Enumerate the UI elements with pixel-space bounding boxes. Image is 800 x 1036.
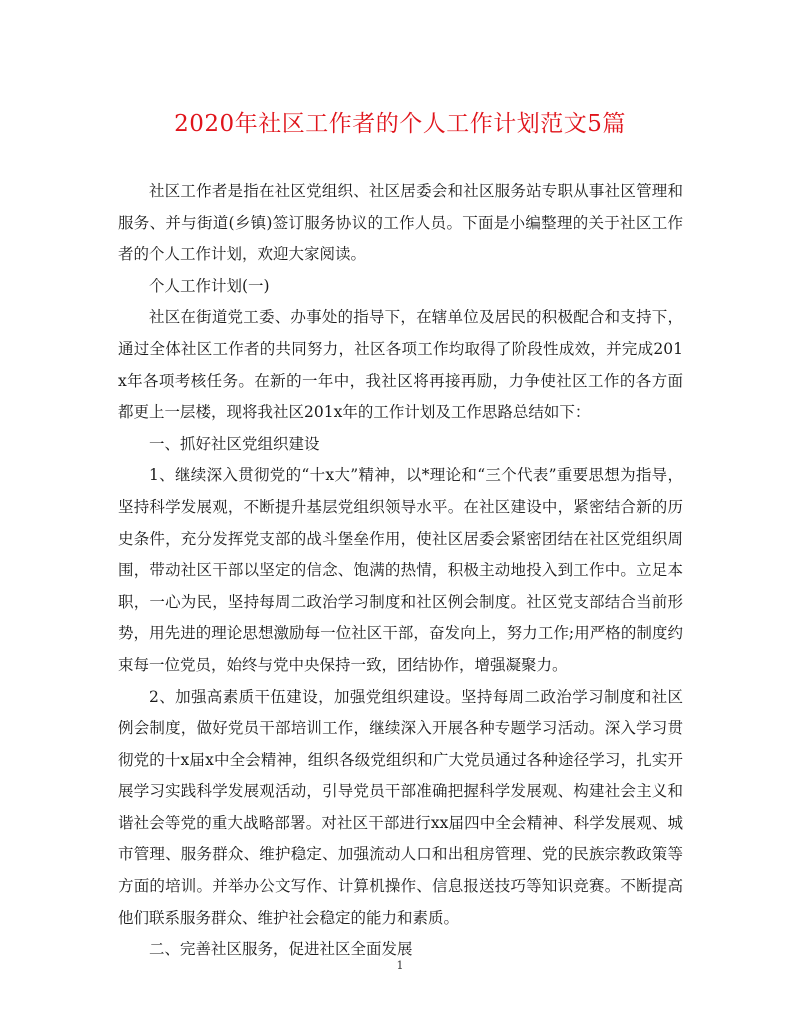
document-body bbox=[118, 176, 683, 966]
document-title: 2020年社区工作者的个人工作计划范文5篇 bbox=[174, 111, 626, 137]
section-heading-plan-1: 个人工作计划(一) bbox=[149, 276, 270, 295]
overview-paragraph: 社区在街道党工委、办事处的指导下，在辖单位及居民的积极配合和支持下，通过全体社区工作者的共同努力，社区各项工作均取得了阶段性成效，并完成201x年各项考核任务。在新的一年中，我社区将再接再励，力争使社区工作的各方面都更上一层楼，现将我社区201x年的工作计划及工作思路总结如下： bbox=[118, 308, 683, 422]
item-1-paragraph: 1、继续深入贯彻党的“十x大”精神，以*理论和“三个代表”重要思想为指导，坚持科学发展观，不断提升基层党组织领导水平。在社区建设中，紧密结合新的历史条件，充分发挥党支部的战斗堡垒作用，使社区居委会紧密团结在社区党组织周围，带动社区干部以坚定的信念、饱满的热情，积极主动地投入到工作中。立足本职，一心为民，坚持每周二政治学习制度和社区例会制度。社区党支部结合当前形势，用先进的理论思想激励每一位社区干部，奋发向上，努力工作;用严格的制度约束每一位党员，始终与党中央保持一致，团结协作，增强凝聚力。 bbox=[118, 466, 683, 674]
section-heading-community-service: 二、完善社区服务，促进社区全面发展 bbox=[149, 940, 413, 959]
page-number: 1 bbox=[396, 959, 404, 972]
intro-paragraph: 社区工作者是指在社区党组织、社区居委会和社区服务站专职从事社区管理和服务、并与街道(乡镇)签订服务协议的工作人员。下面是小编整理的关于社区工作者的个人工作计划，欢迎大家阅读。 bbox=[118, 182, 683, 264]
item-2-paragraph: 2、加强高素质干伍建设，加强党组织建设。坚持每周二政治学习制度和社区例会制度，做好党员干部培训工作，继续深入开展各种专题学习活动。深入学习贯彻党的十x届x中全会精神，组织各级党组织和广大党员通过各种途径学习，扎实开展学习实践科学发展观活动，引导党员干部准确把握科学发展观、构建社会主义和谐社会等党的重大战略部署。对社区干部进行xx届四中全会精神、科学发展观、城市管理、服务群众、维护稳定、加强流动人口和出租房管理、党的民族宗教政策等方面的培训。并举办公文写作、计算机操作、信息报送技巧等知识竞赛。不断提高他们联系服务群众、维护社会稳定的能力和素质。 bbox=[118, 687, 683, 927]
section-heading-party-building: 一、抓好社区党组织建设 bbox=[149, 434, 320, 453]
